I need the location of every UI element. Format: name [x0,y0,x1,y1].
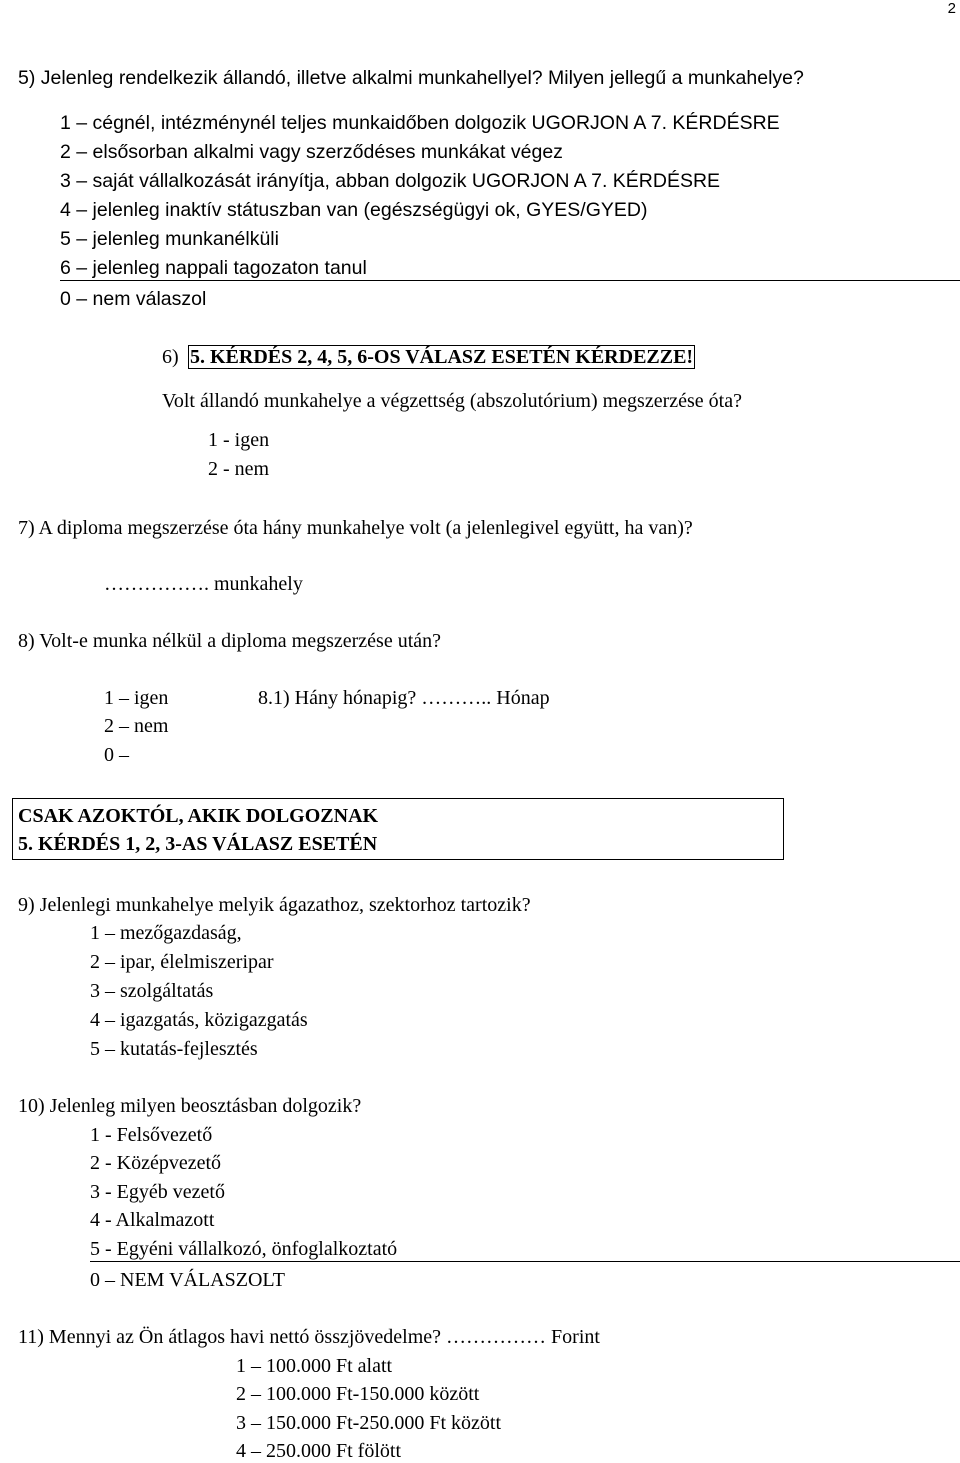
q9-option-3: 3 – szolgáltatás [90,980,214,1002]
q9-option-4: 4 – igazgatás, közigazgatás [90,1009,308,1031]
q10-option-2: 2 - Középvezető [90,1152,222,1174]
q8-sub-question [258,686,550,710]
q8-sub-blank: ……….. [421,687,492,709]
q5-option-1: 1 – cégnél, intézménynél teljes munkaidőben dolgozik UGORJON A 7. KÉRDÉSRE [60,112,780,134]
q6-option-1: 1 - igen [208,429,270,451]
q9-option-2: 2 – ipar, élelmiszeripar [90,951,274,973]
q8-option-0: 0 – [104,744,129,766]
q11-option-4: 4 – 250.000 Ft fölött [236,1440,402,1462]
q6-option-2: 2 - nem [208,458,270,480]
q5-option-6: 6 – jelenleg nappali tagozaton tanul [60,257,367,279]
q10-option-1: 1 - Felsővezető [90,1124,213,1146]
q5-option-0: 0 – nem válaszol [60,288,207,310]
q11-option-3: 3 – 150.000 Ft-250.000 Ft között [236,1412,502,1434]
q11-question [18,1325,600,1349]
q8-sub-question-text: 8.1) Hány hónapig? [258,687,417,709]
q9-option-1: 1 – mezőgazdaság, [90,922,242,944]
page-number: 2 [947,0,956,17]
q11-question-text: 11) Mennyi az Ön átlagos havi nettó összjövedelme? [18,1326,442,1348]
q7-question: 7) A diploma megszerzése óta hány munkahelye volt (a jelenlegivel együtt, ha van)? [18,517,693,539]
q5-option-3: 3 – saját vállalkozását irányítja, abban dolgozik UGORJON A 7. KÉRDÉSRE [60,170,721,192]
q11-blank: …………… [446,1326,547,1348]
q10-question: 10) Jelenleg milyen beosztásban dolgozik? [18,1095,362,1117]
q10-option-3: 3 - Egyéb vezető [90,1181,225,1203]
separator-line [90,1261,960,1262]
q9-option-5: 5 – kutatás-fejlesztés [90,1038,258,1060]
q11-option-1: 1 – 100.000 Ft alatt [236,1355,393,1377]
q8-option-2: 2 – nem [104,715,169,737]
q7-answer-blank: ……………. [104,573,209,595]
q7-answer [104,572,303,596]
filter-box-line-2: 5. KÉRDÉS 1, 2, 3-AS VÁLASZ ESETÉN [18,833,378,855]
q11-unit: Forint [546,1326,600,1348]
q6-number: 6) [162,346,179,368]
q8-option-1: 1 – igen [104,687,169,709]
separator-line [60,280,960,281]
q8-sub-unit: Hónap [491,687,550,709]
filter-box-line-1: CSAK AZOKTÓL, AKIK DOLGOZNAK [18,805,379,827]
q7-answer-unit: munkahely [209,573,303,595]
q9-question: 9) Jelenlegi munkahelye melyik ágazathoz, szektorhoz tartozik? [18,894,531,916]
q10-option-5: 5 - Egyéni vállalkozó, önfoglalkoztató [90,1238,398,1260]
q6-instruction: 5. KÉRDÉS 2, 4, 5, 6-OS VÁLASZ ESETÉN KÉRDEZZE! [190,346,694,368]
q11-option-2: 2 – 100.000 Ft-150.000 között [236,1383,480,1405]
q6-question: Volt állandó munkahelye a végzettség (abszolutórium) megszerzése óta? [162,390,742,412]
q5-option-2: 2 – elsősorban alkalmi vagy szerződéses munkákat végez [60,141,563,163]
q5-option-4: 4 – jelenleg inaktív státuszban van (egészségügyi ok, GYES/GYED) [60,199,648,221]
q10-option-4: 4 - Alkalmazott [90,1209,215,1231]
q5-question: 5) Jelenleg rendelkezik állandó, illetve alkalmi munkahellyel? Milyen jellegű a munkahelye? [18,67,804,89]
q10-option-0: 0 – NEM VÁLASZOLT [90,1269,286,1291]
q5-option-5: 5 – jelenleg munkanélküli [60,228,279,250]
q8-question: 8) Volt-e munka nélkül a diploma megszerzése után? [18,630,442,652]
